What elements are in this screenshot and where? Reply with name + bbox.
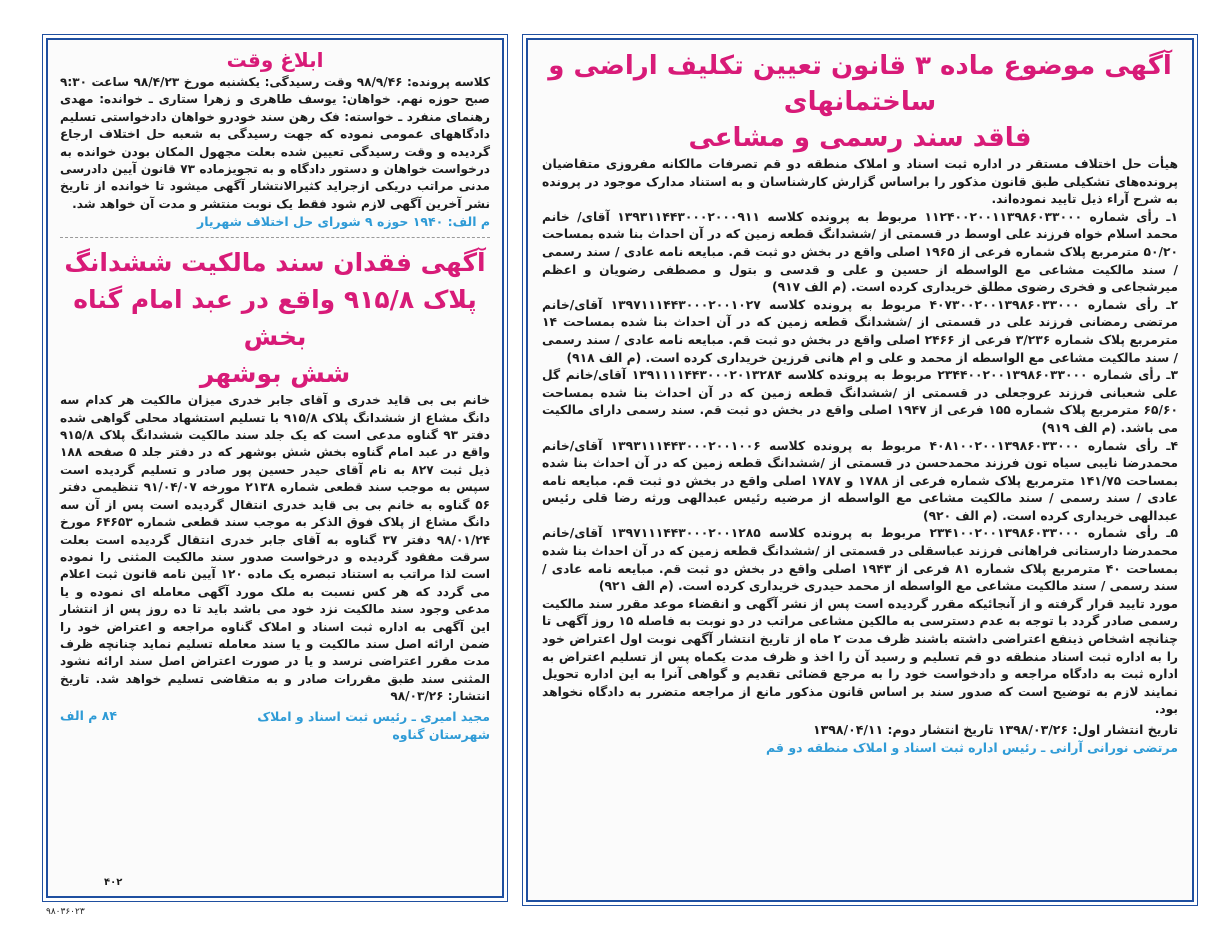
lost-deed-signature-line1: مجید امیری ـ رئیس ثبت اسناد و املاک xyxy=(257,708,490,724)
summons-signature: م الف: ۱۹۴۰ حوزه ۹ شورای حل اختلاف شهریار xyxy=(197,214,490,230)
right-notice-panel xyxy=(526,38,1194,902)
publish-dates: تاریخ انتشار اول: ۱۳۹۸/۰۳/۲۶ تاریخ انتشار دوم: ۱۳۹۸/۰۴/۱۱ xyxy=(812,722,1178,737)
lost-deed-code: ۸۴ م الف xyxy=(60,707,117,723)
summons-body: کلاسه پرونده: ۹۸/۹/۴۶ وقت رسیدگی: یکشنبه مورخ ۹۸/۴/۲۳ ساعت ۹:۳۰ صبح حوزه نهم. خواهان: یوسف طاهری و زهرا ستاری ـ خوانده: مهدی رهنمای منفرد ـ خواسته: فک رهن سند خودرو خواهان دادخواستی تسلیم دادگاههای عمومی نموده که جهت رسیدگی به شعبه حل اختلاف ارجاع گردیده و وقت رسیدگی تعیین شده بعلت مجهول المکان بودن خوانده به درخواست خواهان و دستور دادگاه و به تجویزماده ۷۳ قانون آیین دادرسی مدنی مراتب دریکی ازجراید کثیرالانتشار آگهی میشود تا خوانده از تاریخ نشر آخرین آگهی لازم شود فقط یک نوبت منتشر و مدت آن خواهد شد. xyxy=(60,75,490,211)
ruling-item-3: ۳ـ رأی شماره ۲۳۴۴‌۰۰۲۰۰‌۱۳۹۸۶۰۳۳۰۰۰ مربوط به پرونده کلاسه ۱۳۹۱۱۱۱۴۴۳۰۰۰۲۰۱۳۲۸۴ آقای/خانم گل علی شعبانی فرزند عروجعلی در قسمتی از /ششدانگ قطعه زمین که در آن احداث بنا شده بمساحت ۶۵/۶۰ مترمربع پلاک شماره ۱۵۵ فرعی از ۱۹۴۷ اصلی واقع در بخش دو ثبت قم. سند رسمی دارای مالکیت می باشد. (م الف ۹۱۹) xyxy=(542,368,1179,435)
summons-title: ابلاغ وقت xyxy=(226,48,324,72)
right-notice-title-line2: فاقد سند رسمی و مشاعی xyxy=(688,123,1032,153)
lost-deed-title-line3: شش بوشهر xyxy=(199,359,351,389)
page-number: ۴۰۲ xyxy=(104,877,123,888)
right-notice-closing: مورد تایید قرار گرفته و از آنجائیکه مقرر گردیده است پس از نشر آگهی و انقضاء موعد مقرر سند مالکیت رسمی صادر گردد با توجه به عدم دسترسی به مالکین مشاعی مراتب در دو نوبت به فاصله ۱۵ روز آگهی تا چنانچه اشخاص ذینفع اعتراضی داشته باشند ظرف مدت ۲ ماه از تاریخ انتشار آگهی نوبت اول اعتراض خود را به اداره ثبت اسناد منطقه دو قم تسلیم و رسید آن را اخذ و ظرف مدت یکماه پس از تسلیم اعتراض به اداره ثبت به دادگاه مراجعه و دادخواست خود را به مرجع قضائی تقدیم و گواهی آنرا به این اداره تحویل نمایند لازم به توضیح است که صدور سند بر اساس قانون مذکور مانع از مراجعه متضرر به دادگاه نخواهد بود. xyxy=(542,596,1179,717)
lost-deed-body: خانم بی بی قاید خدری و آقای جابر خدری میزان مالکیت هر کدام سه دانگ مشاع از ششدانگ پلاک ۹۱۵/۸ با تسلیم استشهاد محلی گواهی شده دفتر ۹۳ گناوه مدعی است که یک جلد سند مالکیت ششدانگ پلاک ۹۱۵/۸ واقع در عبد امام گناوه بخش شش بوشهر که در دفتر جلد ۵ صفحه ۱۸۸ ذیل ثبت ۸۲۷ به نام آقای حیدر حسین پور صادر و تسلیم گردیده است سپس به موجب سند قطعی شماره ۲۱۳۸ مورخه ۹۱/۰۴/۰۷ تنظیمی دفتر ۵۶ گناوه به خانم بی بی قاید خدری انتقال گردیده است پس از آن سه دانگ مشاع از پلاک فوق الذکر به موجب سند قطعی شماره ۶۴۶۵۳ مورخ ۹۸/۰۱/۲۴ دفتر ۳۷ گناوه به آقای جابر خدری انتقال گردیده است بعلت سرقت مفقود گردیده و درخواست صدور سند مالکیت المثنی را نموده است لذا مراتب به استناد تبصره یک ماده ۱۲۰ آیین نامه قانون ثبت اعلام می گردد که هر کس نسبت به ملک مورد آگهی معامله ای نموده و یا مدعی وجود سند مالکیت نزد خود می باشد باید تا ده روز پس از انتشار این آگهی به اداره ثبت اسناد و املاک گناوه مراجعه و اعتراض خود را ضمن ارائه اصل سند مالکیت و یا سند معامله تسلیم نماید چنانچه ظرف مدت مقرر اعتراضی نرسد و یا در صورت اعتراض اصل سند ارائه نشود المثنی سند طبق مقررات صادر و به متقاضی تسلیم خواهد شد. تاریخ انتشار: ۹۸/۰۳/۲۶ xyxy=(60,393,491,704)
ruling-item-2: ۲ـ رأی شماره ۴۰۷۳‌۰۰۲۰۰‌۱۳۹۸۶۰۳۳۰۰۰ مربوط به پرونده کلاسه ۱۳۹۷۱۱۱۴۴۳۰۰۰۲۰۰۱۰۲۷ آقای/خانم مرتضی رمضانی فرزند علی در قسمتی از /ششدانگ قطعه زمین که در آن احداث بنا شده بمساحت ۱۴ مترمربع پلاک شماره ۳/۲۳۶ فرعی از ۲۴۶۶ اصلی واقع در بخش دو ثبت قم. مبایعه نامه عادی / سند رسمی / سند مالکیت مشاعی مع الواسطه از محمد و علی و ام هانی قرزین خریداری کرده است. (م الف ۹۱۸) xyxy=(542,297,1179,365)
corner-code: ۹۸۰۳۶۰۲۳ xyxy=(46,907,85,917)
right-notice-intro: هیأت حل اختلاف مستقر در اداره ثبت اسناد و املاک منطقه دو قم تصرفات مالکانه مفروزی متقاضیان پرونده‌های تشکیلی طبق قانون مذکور را براساس گزارش کارشناسان و به استناد مدارک موجود در پرونده به شرح آراء ذیل تایید نموده‌اند. xyxy=(542,157,1178,207)
lost-deed-signature-line2: شهرستان گناوه xyxy=(392,726,490,742)
lost-deed-title-line1: آگهی فقدان سند مالکیت ششدانگ xyxy=(64,248,486,278)
lost-deed-signature-row xyxy=(60,708,490,744)
ruling-item-1: ۱ـ رأی شماره ۱۱۲۴‌‌‌‌‌‌‌‌‌‌‌‌‌‌‌‌‌‌‌۰۰۲۰۰۱‌۱۳۹۸۶۰۳۳۰۰۰ مربوط به پرونده کلاسه ۱۳۹۳۱۱۴۴۳۰۰۰۲۰۰۰۹۱۱ آقای/ خانم محمد اسلام خواه فرزند علی اوسط در قسمتی از /ششدانگ قطعه زمین که در آن احداث بنا شده بمساحت ۵۰/۲۰ مترمربع پلاک شماره فرعی از ۱۹۶۵ اصلی واقع در بخش دو ثبت قم. مبایعه نامه عادی / سند رسمی / سند مالکیت مشاعی مع الواسطه از حسین و علی و قدسی و بتول و مصطفی رضویان و اعظم میرشجاعی و فخری رضوی مطلق خریداری کرده است. (م الف ۹۱۷) xyxy=(542,209,1178,295)
lost-deed-signature-block xyxy=(257,708,490,744)
right-notice-title-line1: آگهی موضوع ماده ۳ قانون تعیین تکلیف اراضی و ساختمانهای xyxy=(548,51,1172,117)
lost-deed-title-line2: پلاک ۹۱۵/۸ واقع در عبد امام گناه بخش xyxy=(73,285,477,352)
notice-divider xyxy=(60,237,490,238)
ruling-item-5: ۵ـ رأی شماره ۲۳۴۱‌۰۰۲۰۰‌۱۳۹۸۶۰۳۳۰۰۰ مربوط به پرونده کلاسه ۱۳۹۷۱۱۱۴۴۳۰۰۰۲۰۰۱۲۸۵ آقای/خانم محمدرضا دارستانی فراهانی فرزند عباسقلی در قسمتی از /ششدانگ قطعه زمین که در آن احداث بنا شده بمساحت ۴۰ مترمربع پلاک شماره ۸۱ فرعی از ۱۹۴۳ اصلی واقع در بخش دو ثبت قم. مبایعه نامه عادی / سند رسمی / سند مالکیت مشاعی مع الواسطه از محمد حیدری خریداری کرده است. (م الف ۹۲۱) xyxy=(542,526,1179,594)
left-notices-panel xyxy=(46,38,504,898)
right-notice-signature: مرتضی نورانی آرانی ـ رئیس اداره ثبت اسناد و املاک منطقه دو قم xyxy=(765,740,1178,755)
ruling-item-4: ۴ـ رأی شماره ۴۰۸۱‌۰۰۲۰۰‌۱۳۹۸۶۰۳۳۰۰۰ مربوط به پرونده کلاسه ۱۳۹۳۱۱۱۴۴۳۰۰۰۲۰۰۱۰۰۶ آقای/خانم محمدرضا نایبی سیاه تون فرزند محمدحسن در قسمتی از /ششدانگ قطعه زمین که در آن احداث بنا شده بمساحت ۱۴۱/۷۵ مترمربع پلاک شماره فرعی از ۱۷۸۸ و ۱۷۸۷ اصلی واقع در بخش دو ثبت قم. مبایعه نامه عادی / سند رسمی / سند مالکیت مشاعی مع الواسطه از مرضیه رئیس عبدالهی ورثه رضا قلی رئیس عبدالهی خریداری کرده است. (م الف ۹۲۰) xyxy=(542,438,1178,523)
